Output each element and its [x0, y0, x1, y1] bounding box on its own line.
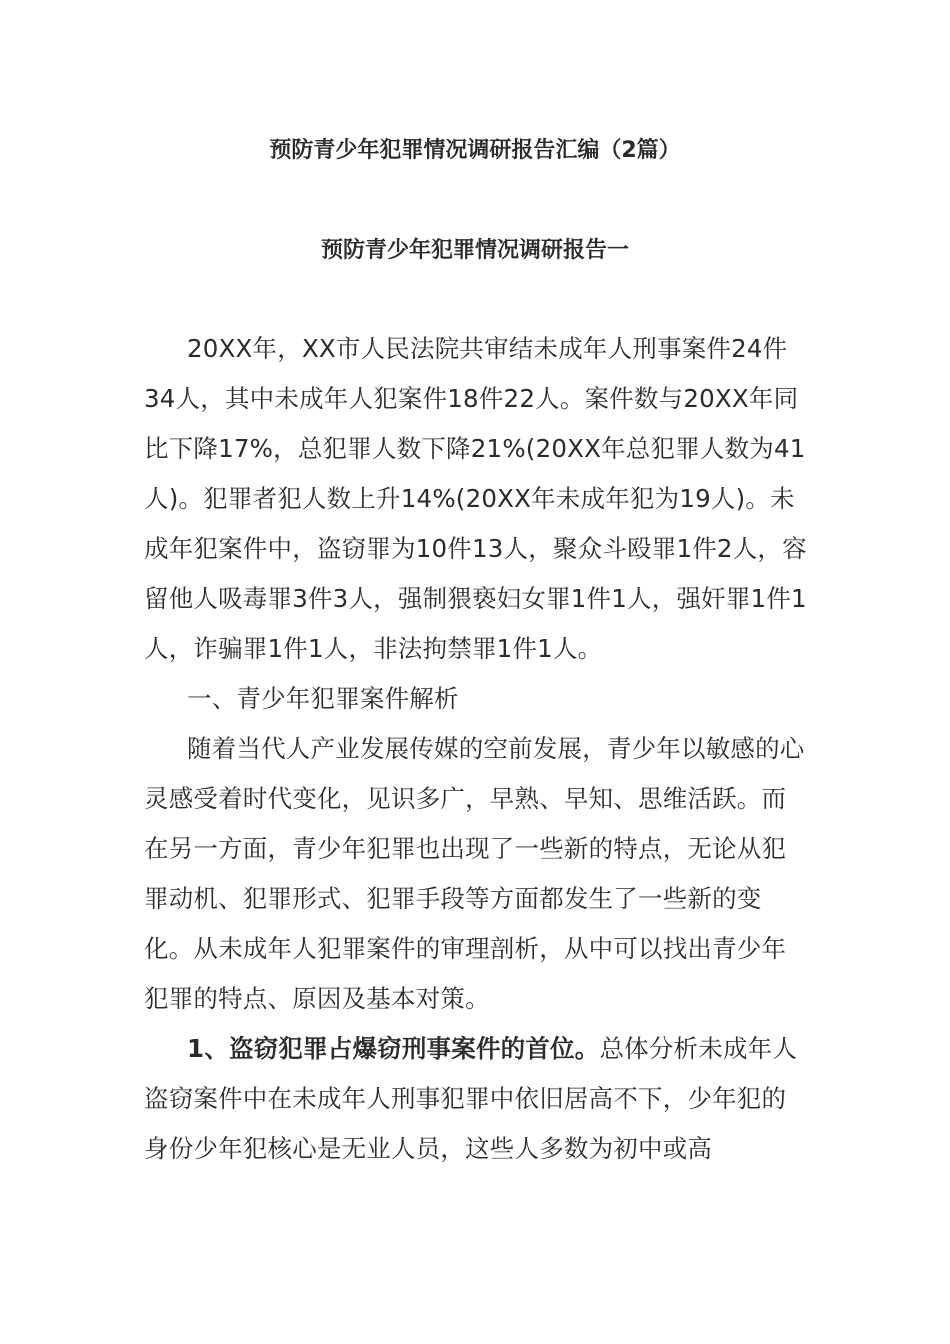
paragraph-analysis: 随着当代人产业发展传媒的空前发展，青少年以敏感的心灵感受着时代变化，见识多广，早熟、早知、思维活跃。而在另一方面，青少年犯罪也出现了一些新的特点，无论从犯罪动机、犯罪形式、犯罪手段等方面都发生了一些新的变化。从未成年人犯罪案件的审理剖析，从中可以找出青少年犯罪的特点、原因及基本对策。: [144, 734, 805, 1013]
report-subtitle: 预防青少年犯罪情况调研报告一: [320, 238, 629, 263]
point-heading: 1、盗窃犯罪占爆窃刑事案件的首位。: [187, 1034, 600, 1063]
document-body: [144, 324, 810, 1174]
paragraph-statistics: 20XX年，XX市人民法院共审结未成年人刑事案件24件34人，其中未成年人犯案件18件22人。案件数与20XX年同比下降17%，总犯罪人数下降21%(20XX年总犯罪人数为41人)。犯罪者犯人数上升14%(20XX年未成年犯为19人)。未成年犯案件中，盗窃罪为10件13人，聚众斗殴罪1件2人，容留他人吸毒罪3件3人，强制猥亵妇女罪1件1人，强奸罪1件1人，诈骗罪1件1人，非法拘禁罪1件1人。: [144, 334, 807, 663]
document-title: 预防青少年犯罪情况调研报告汇编（2篇）: [269, 138, 681, 163]
section-heading: 一、青少年犯罪案件解析: [187, 684, 459, 713]
point-text: 总体分析未成年人盗窃案件中在未成年人刑事犯罪中依旧居高不下，少年犯的身份少年犯核心是无业人员，这些人多数为初中或高: [144, 1034, 798, 1163]
paragraph-theft: [144, 1024, 810, 1174]
